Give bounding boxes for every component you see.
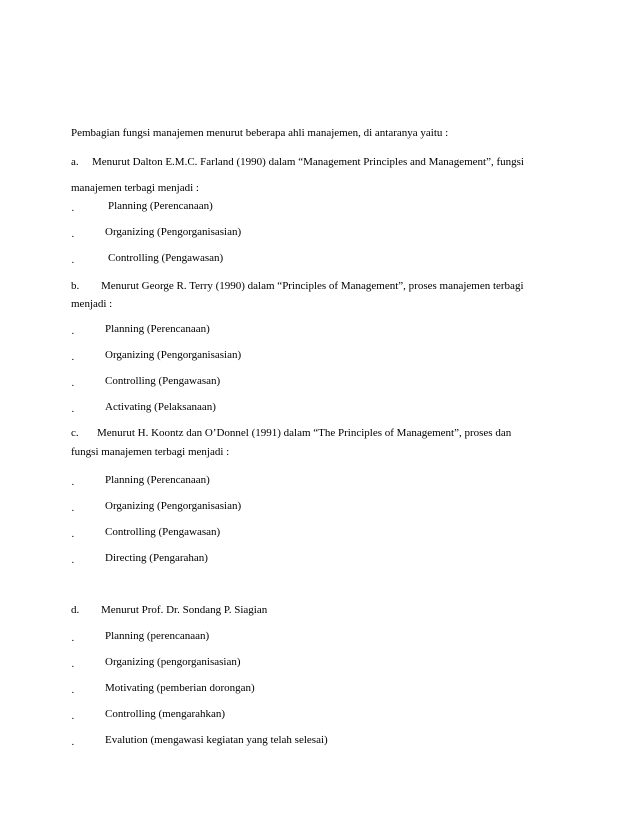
section-c-heading-cont: fungsi manajemen terbagi menjadi : bbox=[71, 446, 230, 458]
bullet: · bbox=[71, 406, 75, 418]
list-item: Controlling (Pengawasan) bbox=[108, 252, 224, 264]
list-item: Evalution (mengawasi kegiatan yang telah selesai) bbox=[105, 734, 328, 746]
list-item: Activating (Pelaksanaan) bbox=[105, 401, 216, 413]
list-item: Controlling (mengarahkan) bbox=[105, 708, 226, 720]
section-a-heading-cont: manajemen terbagi menjadi : bbox=[71, 182, 199, 194]
bullet: · bbox=[71, 739, 75, 751]
bullet: · bbox=[71, 205, 75, 217]
bullet: · bbox=[71, 231, 75, 243]
bullet: · bbox=[71, 328, 75, 340]
list-item: Planning (Perencanaan) bbox=[105, 474, 210, 486]
list-item: Organizing (pengorganisasian) bbox=[105, 656, 241, 668]
bullet: · bbox=[71, 479, 75, 491]
bullet: · bbox=[71, 257, 75, 269]
list-item: Motivating (pemberian dorongan) bbox=[105, 682, 255, 694]
list-item: Planning (Perencanaan) bbox=[108, 200, 213, 212]
list-item: Organizing (Pengorganisasian) bbox=[105, 226, 242, 238]
bullet: · bbox=[71, 557, 75, 569]
list-item: Organizing (Pengorganisasian) bbox=[105, 500, 242, 512]
bullet: · bbox=[71, 661, 75, 673]
list-item: Controlling (Pengawasan) bbox=[105, 375, 221, 387]
list-item: Organizing (Pengorganisasian) bbox=[105, 349, 242, 361]
bullet: · bbox=[71, 713, 75, 725]
section-a-heading: Menurut Dalton E.M.C. Farland (1990) dalam “Management Principles and Management”, fungsi bbox=[92, 156, 524, 168]
bullet: · bbox=[71, 687, 75, 699]
bullet: · bbox=[71, 531, 75, 543]
section-b-heading: Menurut George R. Terry (1990) dalam “Principles of Management”, proses manajemen terbagi bbox=[101, 280, 524, 292]
list-item: Controlling (Pengawasan) bbox=[105, 526, 221, 538]
bullet: · bbox=[71, 380, 75, 392]
section-d-heading: Menurut Prof. Dr. Sondang P. Siagian bbox=[101, 604, 268, 616]
bullet: · bbox=[71, 635, 75, 647]
section-b-marker: b. bbox=[71, 280, 80, 292]
section-b-heading-cont: menjadi : bbox=[71, 298, 113, 310]
bullet: · bbox=[71, 505, 75, 517]
list-item: Planning (perencanaan) bbox=[105, 630, 210, 642]
section-c-marker: c. bbox=[71, 427, 79, 439]
list-item: Directing (Pengarahan) bbox=[105, 552, 208, 564]
section-a-marker: a. bbox=[71, 156, 79, 168]
bullet: · bbox=[71, 354, 75, 366]
section-c-heading: Menurut H. Koontz dan O’Donnel (1991) dalam “The Principles of Management”, proses dan bbox=[97, 427, 512, 439]
section-d-marker: d. bbox=[71, 604, 80, 616]
list-item: Planning (Perencanaan) bbox=[105, 323, 210, 335]
intro-text: Pembagian fungsi manajemen menurut beberapa ahli manajemen, di antaranya yaitu : bbox=[71, 127, 449, 139]
